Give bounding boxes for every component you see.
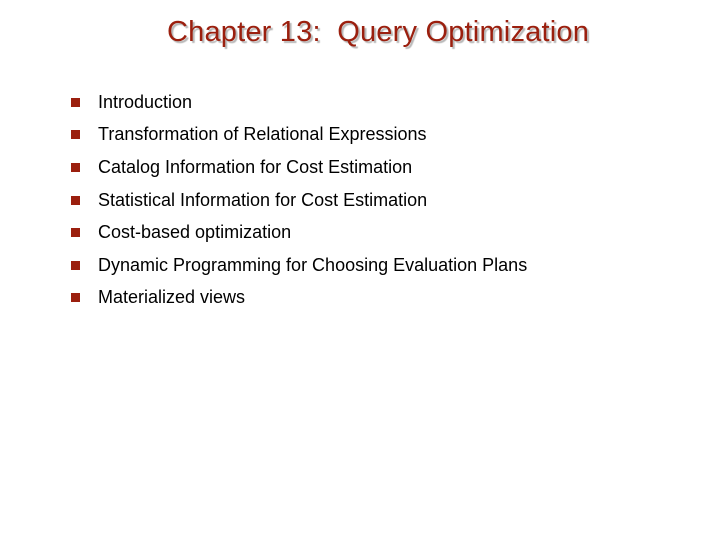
bullet-item — [70, 184, 527, 217]
bullet-text: Cost-based optimization — [98, 222, 292, 243]
bullet-item — [70, 119, 527, 152]
bullet-text: Statistical Information for Cost Estimation — [98, 189, 428, 210]
bullet-item — [70, 86, 527, 119]
square-bullet-icon — [71, 163, 80, 172]
bullet-item — [70, 282, 527, 315]
square-bullet-icon — [71, 228, 80, 237]
bullet-text: Dynamic Programming for Choosing Evaluation Plans — [98, 254, 528, 275]
square-bullet-icon — [71, 196, 80, 205]
bullet-item — [70, 151, 527, 184]
square-bullet-icon — [71, 261, 80, 270]
square-bullet-icon — [71, 130, 80, 139]
square-bullet-icon — [71, 98, 80, 107]
slide-title: Chapter 13: Query Optimization — [166, 16, 590, 48]
bullet-text: Introduction — [98, 91, 193, 112]
bullet-item — [70, 216, 527, 249]
square-bullet-icon — [71, 293, 80, 302]
bullet-text: Transformation of Relational Expressions — [98, 124, 427, 145]
bullet-text: Materialized views — [98, 287, 246, 308]
bullet-list — [70, 86, 527, 314]
bullet-text: Catalog Information for Cost Estimation — [98, 156, 413, 177]
bullet-item — [70, 249, 527, 282]
